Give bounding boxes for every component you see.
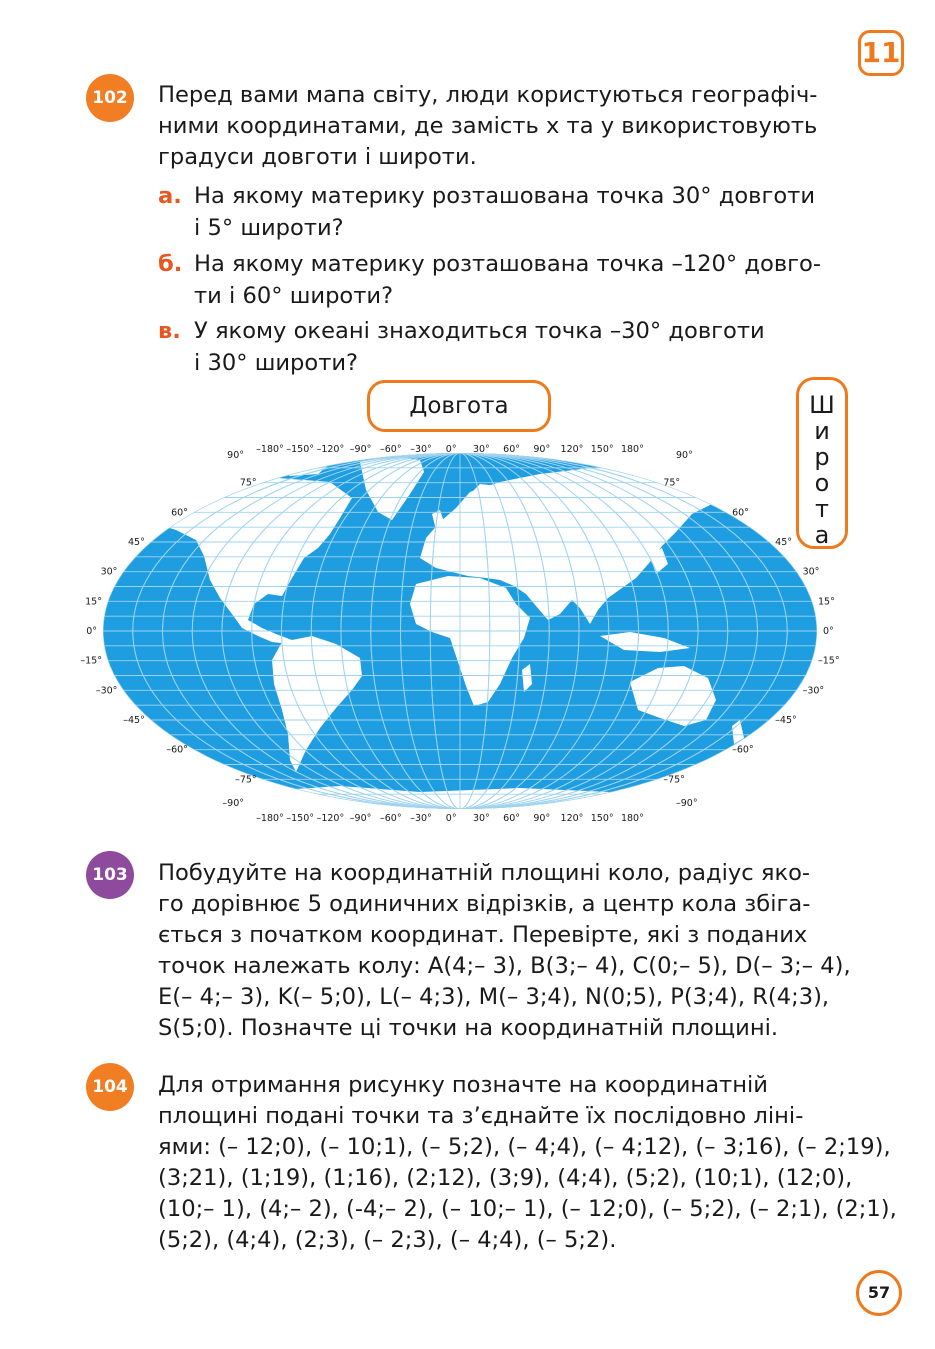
latitude-tick-label: –30°: [802, 685, 825, 697]
latitude-tick-label: 30°: [100, 566, 118, 578]
latitude-letter: о: [814, 469, 830, 497]
page-number: 57: [856, 1270, 902, 1316]
option-letter: б.: [158, 251, 183, 277]
text-line: S(5;0). Позначте ці точки на координатній площині.: [158, 1015, 779, 1041]
longitude-tick-label: 150°: [590, 813, 614, 824]
longitude-tick-label: –90°: [349, 813, 372, 824]
longitude-tick-label: –150°: [286, 813, 315, 824]
latitude-tick-label: –60°: [732, 744, 754, 756]
latitude-tick-label: –90°: [222, 798, 244, 809]
option-text-line: і 30° широти?: [194, 350, 359, 376]
task-103-text: [158, 858, 850, 1044]
task-104-badge: 104: [86, 1063, 134, 1111]
text-line: точок належать колу: A(4;– 3), B(3;– 4), C(0;– 5), D(– 3;– 4),: [158, 953, 851, 979]
latitude-tick-label: 90°: [676, 450, 693, 461]
longitude-tick-label: –60°: [380, 813, 402, 824]
latitude-letter: Ш: [809, 391, 835, 419]
latitude-tick-label: –75°: [235, 774, 257, 786]
longitude-tick-label: –120°: [316, 444, 345, 455]
longitude-tick-label: 150°: [590, 444, 614, 455]
latitude-letter: т: [815, 495, 829, 523]
text-line: (3;21), (1;19), (1;16), (2;12), (3;9), (4;4), (5;2), (10;1), (12;0),: [158, 1165, 853, 1191]
longitude-tick-label: –30°: [410, 813, 432, 824]
longitude-tick-label: –30°: [410, 444, 432, 455]
latitude-tick-label: 75°: [239, 477, 257, 489]
option-letter: в.: [158, 318, 181, 344]
latitude-letter: а: [814, 521, 830, 549]
latitude-tick-label: 75°: [663, 477, 681, 489]
longitude-tick-label: 180°: [620, 444, 644, 455]
latitude-tick-label: –75°: [663, 774, 685, 786]
longitude-tick-label: 120°: [560, 813, 584, 824]
longitude-tick-label: –120°: [316, 813, 345, 824]
longitude-tick-label: 30°: [472, 813, 490, 824]
longitude-tick-label: –60°: [380, 444, 402, 455]
task-102-intro: [158, 80, 850, 173]
text-line: (10;– 1), (4;– 2), (-4;– 2), (– 10;– 1), (– 12;0), (– 5;2), (– 2;1), (2;1),: [158, 1196, 897, 1222]
longitude-tick-label: 180°: [620, 813, 644, 824]
longitude-tick-label: 30°: [472, 444, 490, 455]
longitude-tick-label: –90°: [349, 444, 372, 455]
longitude-tick-label: 90°: [533, 444, 551, 455]
option-letter: а.: [158, 183, 182, 209]
text-line: го дорівнює 5 одиничних відрізків, а центр кола збіга-: [158, 891, 811, 917]
latitude-tick-label: 60°: [171, 507, 188, 519]
option-text-line: ти і 60° широти?: [194, 283, 394, 309]
task-103-badge: 103: [86, 851, 134, 899]
latitude-tick-label: –45°: [775, 715, 797, 726]
text-line: E(– 4;– 3), K(– 5;0), L(– 4;3), M(– 3;4), N(0;5), P(3;4), R(4;3),: [158, 984, 830, 1010]
text-line: Побудуйте на координатній площині коло, радіус яко-: [158, 860, 811, 886]
longitude-tick-label: 60°: [503, 444, 521, 455]
text-line: градуси довготи і широти.: [158, 144, 477, 170]
text-line: Перед вами мапа світу, люди користуються географіч-: [158, 82, 818, 108]
longitude-tick-label: 0°: [445, 444, 457, 455]
task-102-badge: 102: [86, 74, 134, 122]
longitude-tick-label: –180°: [256, 444, 284, 455]
task-104-text: [158, 1070, 897, 1256]
latitude-tick-label: –15°: [80, 655, 102, 667]
option-text-line: На якому материку розташована точка –120° довго-: [194, 251, 822, 277]
latitude-tick-label: 0°: [86, 626, 97, 637]
option-text-line: У якому океані знаходиться точка –30° довготи: [194, 318, 765, 344]
longitude-tick-label: 120°: [560, 444, 584, 455]
latitude-tick-label: 90°: [227, 450, 244, 461]
text-line: ється з початком координат. Перевірте, які з поданих: [158, 922, 808, 948]
latitude-tick-label: 15°: [85, 596, 102, 608]
world-map: [0, 438, 935, 838]
longitude-tick-label: 60°: [503, 813, 521, 824]
latitude-tick-label: 45°: [127, 537, 145, 548]
latitude-tick-label: 30°: [802, 566, 820, 578]
latitude-tick-label: –90°: [676, 798, 698, 809]
longitude-tick-label: –180°: [256, 813, 284, 824]
latitude-tick-label: 0°: [823, 626, 834, 637]
chapter-number-badge: 11: [858, 30, 904, 76]
longitude-labels-bottom: [256, 813, 644, 824]
latitude-tick-label: –45°: [123, 715, 145, 726]
latitude-tick-label: 45°: [775, 537, 793, 548]
text-line: ями: (– 12;0), (– 10;1), (– 5;2), (– 4;4), (– 4;12), (– 3;16), (– 2;19),: [158, 1134, 891, 1160]
latitude-letter: р: [814, 443, 830, 471]
latitude-tick-label: –15°: [818, 655, 840, 667]
longitude-tick-label: 90°: [533, 813, 551, 824]
option-text-line: На якому материку розташована точка 30° довготи: [194, 183, 816, 209]
text-line: площині подані точки та з’єднайте їх послідовно ліні-: [158, 1103, 804, 1129]
latitude-letter: и: [814, 417, 830, 445]
latitude-tick-label: –60°: [166, 744, 188, 756]
latitude-tick-label: 60°: [732, 507, 749, 519]
longitude-labels-top: [256, 444, 644, 455]
text-line: (5;2), (4;4), (2;3), (– 2;3), (– 4;4), (– 5;2).: [158, 1227, 617, 1253]
text-line: Для отримання рисунку позначте на координатній: [158, 1072, 768, 1098]
longitude-label: Довгота: [367, 380, 551, 432]
longitude-tick-label: –150°: [286, 444, 315, 455]
longitude-tick-label: 0°: [445, 813, 457, 824]
latitude-tick-label: –30°: [95, 685, 118, 697]
latitude-tick-label: 15°: [818, 596, 835, 608]
option-text-line: і 5° широти?: [194, 215, 344, 241]
text-line: ними координатами, де замість x та y використовують: [158, 113, 818, 139]
